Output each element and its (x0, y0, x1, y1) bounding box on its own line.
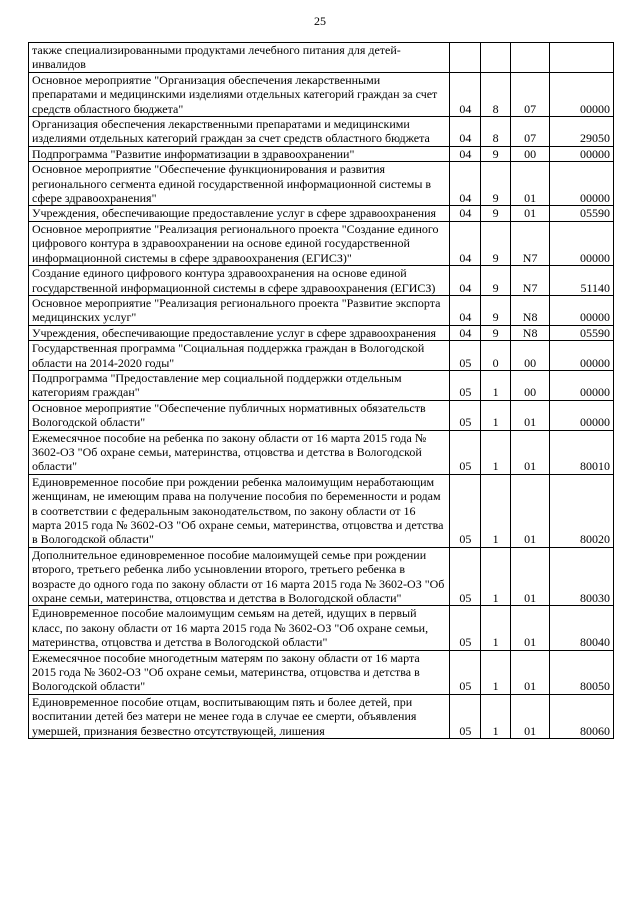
code-program: 04 (450, 221, 481, 265)
code-direction: 00000 (550, 72, 614, 116)
code-program: 04 (450, 266, 481, 296)
row-name: Основное мероприятие "Организация обеспечения лекарственными препаратами и медицинскими изделиями отдельных категорий граждан за счет средств областного бюджета" (29, 72, 450, 116)
code-direction: 00000 (550, 162, 614, 206)
table-row (29, 221, 614, 265)
code-program: 05 (450, 430, 481, 474)
code-activity: 01 (510, 162, 549, 206)
code-direction: 00000 (550, 221, 614, 265)
table-row (29, 370, 614, 400)
table-row (29, 694, 614, 738)
row-name: Государственная программа "Социальная поддержка граждан в Вологодской области на 2014-2020 годы" (29, 341, 450, 371)
code-subprogram: 8 (481, 117, 511, 147)
code-subprogram: 1 (481, 606, 511, 650)
code-activity: 07 (510, 117, 549, 147)
row-name: Дополнительное единовременное пособие малоимущей семье при рождении второго, третьего ребенка либо усыновлении второго, третьего ребенка в возрасте до одного года по закону области от 16 марта 2015 года № 3602-ОЗ "Об охране семьи, материнства, отцовства и детства в Вологодской области" (29, 547, 450, 606)
code-program: 04 (450, 117, 481, 147)
row-name: Подпрограмма "Предоставление мер социальной поддержки отдельным категориям граждан" (29, 370, 450, 400)
table-row (29, 162, 614, 206)
row-name: Основное мероприятие "Реализация регионального проекта "Развитие экспорта медицинских услуг" (29, 295, 450, 325)
code-activity (510, 43, 549, 73)
code-direction: 80030 (550, 547, 614, 606)
table-row (29, 325, 614, 340)
code-subprogram (481, 43, 511, 73)
table-body (29, 43, 614, 739)
table-row (29, 650, 614, 694)
table-row (29, 474, 614, 547)
row-name: Единовременное пособие малоимущим семьям на детей, идущих в первый класс, по закону области от 16 марта 2015 года № 3602-ОЗ "Об охране семьи, материнства, отцовства и детства в Вологодской области" (29, 606, 450, 650)
row-name: Учреждения, обеспечивающие предоставление услуг в сфере здравоохранения (29, 325, 450, 340)
table-row (29, 117, 614, 147)
code-subprogram: 1 (481, 474, 511, 547)
table-row (29, 295, 614, 325)
code-subprogram: 9 (481, 221, 511, 265)
code-program: 04 (450, 72, 481, 116)
code-direction: 00000 (550, 341, 614, 371)
code-program: 05 (450, 606, 481, 650)
code-program: 05 (450, 370, 481, 400)
code-activity: 01 (510, 474, 549, 547)
code-program: 05 (450, 650, 481, 694)
code-direction (550, 43, 614, 73)
code-activity: 00 (510, 341, 549, 371)
code-activity: N8 (510, 295, 549, 325)
code-activity: 07 (510, 72, 549, 116)
row-name: Подпрограмма "Развитие информатизации в здравоохранении" (29, 146, 450, 161)
code-subprogram: 9 (481, 162, 511, 206)
code-direction: 00000 (550, 370, 614, 400)
row-name: Учреждения, обеспечивающие предоставление услуг в сфере здравоохранения (29, 206, 450, 221)
code-direction: 00000 (550, 146, 614, 161)
row-name: также специализированными продуктами лечебного питания для детей-инвалидов (29, 43, 450, 73)
code-subprogram: 9 (481, 266, 511, 296)
row-name: Ежемесячное пособие на ребенка по закону области от 16 марта 2015 года № 3602-ОЗ "Об охране семьи, материнства, отцовства и детства в Вологодской области" (29, 430, 450, 474)
code-subprogram: 8 (481, 72, 511, 116)
code-activity: 01 (510, 650, 549, 694)
code-subprogram: 1 (481, 694, 511, 738)
code-activity: 01 (510, 606, 549, 650)
table-row (29, 430, 614, 474)
row-name: Основное мероприятие "Обеспечение публичных нормативных обязательств Вологодской области" (29, 400, 450, 430)
page-number: 25 (314, 14, 326, 28)
code-activity: 01 (510, 400, 549, 430)
code-program: 05 (450, 547, 481, 606)
table-row (29, 606, 614, 650)
code-direction: 05590 (550, 206, 614, 221)
code-activity: N7 (510, 266, 549, 296)
table-row (29, 547, 614, 606)
code-program: 04 (450, 325, 481, 340)
code-direction: 29050 (550, 117, 614, 147)
row-name: Основное мероприятие "Обеспечение функционирования и развития регионального сегмента единой государственной информационной системы в сфере здравоохранения" (29, 162, 450, 206)
table-row (29, 72, 614, 116)
code-program: 05 (450, 400, 481, 430)
code-activity: 01 (510, 547, 549, 606)
code-subprogram: 9 (481, 146, 511, 161)
row-name: Единовременное пособие отцам, воспитывающим пять и более детей, при воспитании детей без матери не менее года в случае ее смерти, объявления умершей, признания безвестно отсутствующей, лишения (29, 694, 450, 738)
code-activity: N8 (510, 325, 549, 340)
table-row (29, 43, 614, 73)
code-subprogram: 1 (481, 650, 511, 694)
row-name: Создание единого цифрового контура здравоохранения на основе единой государственной информационной системы в сфере здравоохранения (ЕГИСЗ) (29, 266, 450, 296)
code-subprogram: 9 (481, 295, 511, 325)
code-activity: 00 (510, 146, 549, 161)
code-subprogram: 1 (481, 547, 511, 606)
row-name: Ежемесячное пособие многодетным матерям по закону области от 16 марта 2015 года № 3602-ОЗ "Об охране семьи, материнства, отцовства и детства в Вологодской области" (29, 650, 450, 694)
table-row (29, 341, 614, 371)
code-activity: 01 (510, 206, 549, 221)
code-activity: 00 (510, 370, 549, 400)
budget-classification-table (28, 42, 614, 739)
code-program: 04 (450, 206, 481, 221)
code-subprogram: 1 (481, 370, 511, 400)
code-activity: N7 (510, 221, 549, 265)
code-subprogram: 9 (481, 325, 511, 340)
code-program (450, 43, 481, 73)
code-subprogram: 0 (481, 341, 511, 371)
code-program: 05 (450, 694, 481, 738)
code-program: 04 (450, 295, 481, 325)
code-direction: 80050 (550, 650, 614, 694)
code-program: 04 (450, 162, 481, 206)
row-name: Единовременное пособие при рождении ребенка малоимущим неработающим женщинам, не имеющим права на получение пособия по беременности и родам в соответствии с федеральным законодательством, по закону области от 16 марта 2015 года № 3602-ОЗ "Об охране семьи, материнства, отцовства и детства в Вологодской области" (29, 474, 450, 547)
table-row (29, 400, 614, 430)
table-row (29, 266, 614, 296)
code-direction: 05590 (550, 325, 614, 340)
code-direction: 51140 (550, 266, 614, 296)
code-activity: 01 (510, 430, 549, 474)
code-direction: 80040 (550, 606, 614, 650)
code-direction: 00000 (550, 295, 614, 325)
code-activity: 01 (510, 694, 549, 738)
code-direction: 80020 (550, 474, 614, 547)
code-direction: 00000 (550, 400, 614, 430)
row-name: Организация обеспечения лекарственными препаратами и медицинскими изделиями отдельных категорий граждан за счет средств областного бюджета (29, 117, 450, 147)
code-program: 05 (450, 341, 481, 371)
row-name: Основное мероприятие "Реализация регионального проекта "Создание единого цифрового контура в здравоохранении на основе единой государственной информационной системы в сфере здравоохранения (ЕГИСЗ)" (29, 221, 450, 265)
table-row (29, 206, 614, 221)
table-row (29, 146, 614, 161)
code-direction: 80060 (550, 694, 614, 738)
code-direction: 80010 (550, 430, 614, 474)
code-subprogram: 9 (481, 206, 511, 221)
code-subprogram: 1 (481, 430, 511, 474)
code-subprogram: 1 (481, 400, 511, 430)
code-program: 05 (450, 474, 481, 547)
code-program: 04 (450, 146, 481, 161)
